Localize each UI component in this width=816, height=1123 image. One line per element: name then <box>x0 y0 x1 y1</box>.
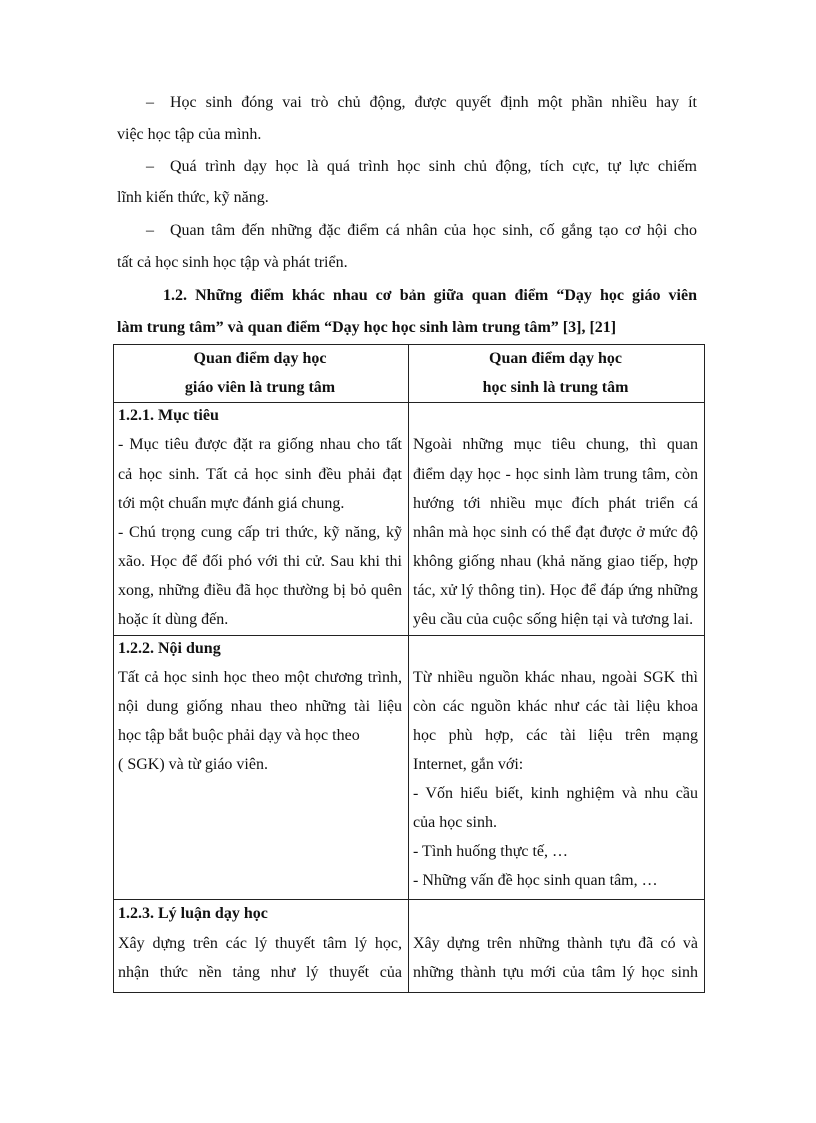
cell-text: hoặc ít dùng đến. <box>118 611 229 628</box>
table-row <box>114 403 705 636</box>
table-cell-left <box>114 900 409 993</box>
cell-text: của học sinh. <box>413 814 497 831</box>
bullet-text: việc học tập của mình. <box>117 126 262 143</box>
header-cell-student-centered <box>409 345 705 403</box>
cell-text: nhận thức nền tảng như lý thuyết của <box>118 964 402 981</box>
bullet-text: lĩnh kiến thức, kỹ năng. <box>117 189 269 206</box>
cell-text: Ngoài những mục tiêu chung, thì quan <box>413 436 698 453</box>
cell-text: học tập bắt buộc phải dạy và học theo <box>118 727 360 744</box>
cell-text: những thành tựu mới của tâm lý học sinh <box>413 964 698 981</box>
bullet-text: Học sinh đóng vai trò chủ động, được quyết định một phần nhiều hay ít <box>170 94 697 111</box>
bullet-text: tất cả học sinh học tập và phát triển. <box>117 254 348 271</box>
bullet-text: Quá trình dạy học là quá trình học sinh chủ động, tích cực, tự lực chiếm <box>170 158 697 175</box>
bullet-text: Quan tâm đến những đặc điểm cá nhân của học sinh, cố gắng tạo cơ hội cho <box>170 222 697 239</box>
cell-text: điểm dạy học - học sinh làm trung tâm, còn <box>413 466 698 483</box>
cell-text: Xây dựng trên những thành tựu đã có và <box>413 935 698 952</box>
cell-text: - Tình huống thực tế, … <box>413 843 569 860</box>
bullet-dash: – <box>146 158 154 175</box>
table-cell-right <box>409 900 705 993</box>
cell-text: Xây dựng trên các lý thuyết tâm lý học, <box>118 935 402 952</box>
cell-text: - Vốn hiểu biết, kinh nghiệm và nhu cầu <box>413 785 698 802</box>
header-text: Quan điểm dạy học <box>193 350 327 367</box>
table-cell-left <box>114 403 409 636</box>
cell-text: yêu cầu của cuộc sống hiện tại và tương lai. <box>413 611 694 628</box>
header-text: học sinh là trung tâm <box>482 379 629 396</box>
cell-text: xão. Học để đối phó với thi cử. Sau khi thi <box>118 553 402 570</box>
header-cell-teacher-centered <box>114 345 409 403</box>
bullet-dash: – <box>146 222 154 239</box>
cell-text: Từ nhiều nguồn khác nhau, ngoài SGK thì <box>413 669 698 686</box>
cell-text: - Chú trọng cung cấp tri thức, kỹ năng, kỹ <box>118 524 402 541</box>
cell-text: ( SGK) và từ giáo viên. <box>118 756 268 773</box>
table-cell-left <box>114 636 409 900</box>
cell-text: Internet, gắn với: <box>413 756 524 773</box>
cell-text: còn các nguồn khác như các tài liệu khoa <box>413 698 698 715</box>
header-text: giáo viên là trung tâm <box>184 379 336 396</box>
comparison-table <box>113 344 705 993</box>
table-cell-right <box>409 403 705 636</box>
row-title: 1.2.2. Nội dung <box>118 640 221 657</box>
row-title: 1.2.1. Mục tiêu <box>118 407 219 424</box>
section-heading: làm trung tâm” và quan điểm “Dạy học học sinh làm trung tâm” [3], [21] <box>117 319 617 336</box>
cell-text: tới một chuẩn mực đánh giá chung. <box>118 495 345 512</box>
table-header-row <box>114 345 705 403</box>
cell-text: Tất cả học sinh học theo một chương trình, <box>118 669 402 686</box>
cell-text: học phù hợp, các tài liệu trên mạng <box>413 727 698 744</box>
header-text: Quan điểm dạy học <box>489 350 622 367</box>
row-title: 1.2.3. Lý luận dạy học <box>118 905 268 922</box>
cell-text: cả học sinh. Tất cả học sinh đều phải đạt <box>118 466 402 483</box>
section-heading: 1.2. Những điểm khác nhau cơ bản giữa quan điểm “Dạy học giáo viên <box>163 287 697 304</box>
cell-text: nội dung giống nhau theo những tài liệu <box>118 698 402 715</box>
cell-text: - Những vấn đề học sinh quan tâm, … <box>413 872 658 889</box>
cell-text: không giống nhau (khả năng giao tiếp, hợp <box>413 553 698 570</box>
cell-text: - Mục tiêu được đặt ra giống nhau cho tất <box>118 436 402 453</box>
cell-text: tác, xử lý thông tin). Học để đáp ứng những <box>413 582 698 599</box>
table-cell-right <box>409 636 705 900</box>
cell-text: xong, những điều đã học thường bị bỏ quên <box>118 582 402 599</box>
bullet-dash: – <box>146 94 154 111</box>
cell-text: nhân mà học sinh có thể đạt được ở mức độ <box>413 524 698 541</box>
table-row <box>114 636 705 900</box>
table-row <box>114 900 705 993</box>
cell-text: hướng tới nhiều mục đích phát triển cá <box>413 495 698 512</box>
